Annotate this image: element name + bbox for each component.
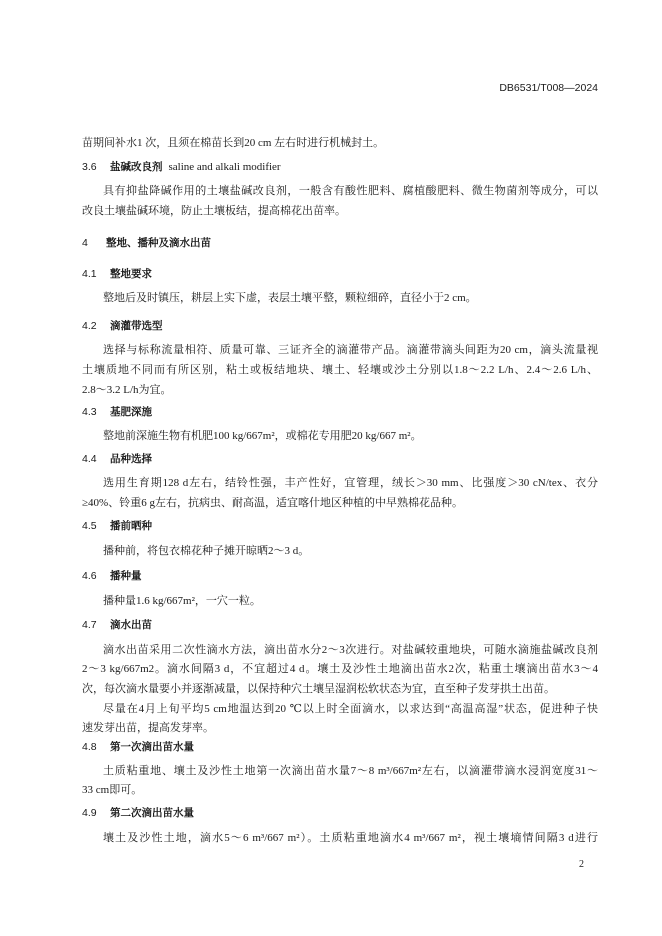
page-number: 2 (579, 859, 584, 870)
paragraph-line: 选用生育期128 d左右，结铃性强，丰产性好，宜管理，绒长＞30 mm、比强度＞30 cN/tex、衣分 (103, 477, 598, 489)
section-title: 播种量 (110, 570, 142, 582)
section-title: 第二次滴出苗水量 (110, 807, 194, 819)
section-number: 4.2 (82, 320, 97, 332)
section-number: 4.3 (82, 406, 97, 418)
paragraph-line: 2.8～3.2 L/h为宜。 (82, 384, 172, 396)
section-number: 3.6 (82, 161, 97, 173)
paragraph-line: 整地前深施生物有机肥100 kg/667m²，或棉花专用肥20 kg/667 m²。 (103, 430, 422, 442)
paragraph-line: 苗期间补水1 次，且须在棉苗长到20 cm 左右时进行机械封土。 (82, 137, 385, 149)
section-title: 滴灌带选型 (110, 320, 163, 332)
paragraph-line: 播种量1.6 kg/667m²，一穴一粒。 (103, 595, 261, 607)
paragraph-line: 次，每次滴水量要小并逐渐减量，以保持种穴土壤呈湿润松软状态为宜，直至种子发芽拱土出苗。 (82, 683, 555, 695)
document-code: DB6531/T008—2024 (499, 82, 598, 94)
section-title-zh: 盐碱改良剂 (110, 161, 163, 173)
paragraph-line: 2～3 kg/667m2。滴水间隔3 d，不宜超过4 d。壤土及沙性土地滴出苗水2次，粘重土壤滴出苗水3～4 (82, 663, 598, 675)
section-number: 4.6 (82, 570, 97, 582)
paragraph-line: ≥40%、铃重6 g左右，抗病虫、耐高温，适宜喀什地区种植的中早熟棉花品种。 (82, 497, 463, 509)
paragraph-line: 具有抑盐降碱作用的土壤盐碱改良剂，一般含有酸性肥料、腐植酸肥料、微生物菌剂等成分，可以 (103, 185, 598, 197)
paragraph-line: 壤土及沙性土地，滴水5～6 m³/667 m²）。土质粘重地滴水4 m³/667 m²，视土壤墒情间隔3 d进行 (103, 832, 598, 844)
section-number: 4.1 (82, 268, 97, 280)
paragraph-line: 整地后及时镇压，耕层上实下虚，表层土壤平整，颗粒细碎，直径小于2 cm。 (103, 292, 477, 304)
section-number: 4.9 (82, 807, 97, 819)
section-title (110, 157, 281, 177)
paragraph-line: 33 cm即可。 (82, 784, 143, 796)
paragraph-line: 土壤质地不同而有所区别，粘土或板结地块、壤土、轻壤或沙土分别以1.8～2.2 L/h、2.4～2.6 L/h、 (82, 364, 598, 376)
paragraph-line: 土质粘重地、壤土及沙性土地第一次滴出苗水量7～8 m³/667m²左右，以滴灌带滴水浸润宽度31～ (103, 765, 598, 777)
chapter-title: 整地、播种及滴水出苗 (106, 237, 211, 249)
chapter-number: 4 (82, 237, 88, 249)
paragraph-line: 速发芽出苗，提高发芽率。 (82, 722, 214, 734)
paragraph-line: 改良土壤盐碱环境，防止土壤板结，提高棉花出苗率。 (82, 205, 346, 217)
section-title: 播前晒种 (110, 520, 152, 532)
section-number: 4.5 (82, 520, 97, 532)
section-title: 品种选择 (110, 453, 152, 465)
section-number: 4.4 (82, 453, 97, 465)
paragraph-line: 选择与标称流量相符、质量可靠、三证齐全的滴灌带产品。滴灌带滴头间距为20 cm，滴头流量视 (103, 344, 598, 356)
section-title: 基肥深施 (110, 406, 152, 418)
section-number: 4.7 (82, 619, 97, 631)
section-title-en: saline and alkali modifier (168, 161, 281, 173)
section-number: 4.8 (82, 741, 97, 753)
section-title: 整地要求 (110, 268, 152, 280)
paragraph-line: 尽量在4月上旬平均5 cm地温达到20 ℃以上时全面滴水，以求达到“高温高湿”状态，促进种子快 (103, 703, 598, 715)
section-title: 第一次滴出苗水量 (110, 741, 194, 753)
paragraph-line: 滴水出苗采用二次性滴水方法，滴出苗水分2～3次进行。对盐碱较重地块，可随水滴施盐碱改良剂 (103, 644, 598, 656)
paragraph-line: 播种前，将包衣棉花种子摊开晾晒2～3 d。 (103, 545, 310, 557)
section-title: 滴水出苗 (110, 619, 152, 631)
